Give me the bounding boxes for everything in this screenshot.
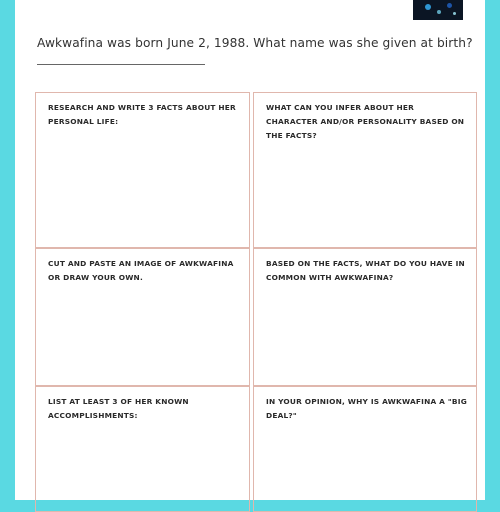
in-common-prompt: BASED ON THE FACTS, WHAT DO YOU HAVE IN COMMON WITH AWKWAFINA?: [266, 259, 465, 282]
answer-line[interactable]: [37, 64, 205, 65]
big-deal-prompt: IN YOUR OPINION, WHY IS AWKWAFINA A "BIG DEAL?": [266, 397, 467, 420]
in-common-box[interactable]: [253, 248, 477, 386]
worksheet-page: [15, 0, 485, 500]
image-box[interactable]: [35, 248, 250, 386]
worksheet-grid: [35, 92, 477, 512]
accomplishments-box[interactable]: [35, 386, 250, 512]
accomplishments-prompt: LIST AT LEAST 3 OF HER KNOWN ACCOMPLISHMENTS:: [48, 397, 189, 420]
infer-character-box[interactable]: [253, 92, 477, 248]
personal-facts-prompt: RESEARCH AND WRITE 3 FACTS ABOUT HER PERSONAL LIFE:: [48, 103, 236, 126]
image-prompt: CUT AND PASTE AN IMAGE OF AWKWAFINA OR DRAW YOUR OWN.: [48, 259, 234, 282]
infer-character-prompt: WHAT CAN YOU INFER ABOUT HER CHARACTER AND/OR PERSONALITY BASED ON THE FACTS?: [266, 103, 465, 140]
big-deal-box[interactable]: [253, 386, 477, 512]
personal-facts-box[interactable]: [35, 92, 250, 248]
birth-name-question: Awkwafina was born June 2, 1988. What name was she given at birth?: [37, 36, 473, 50]
awkwafina-image-thumbnail: [413, 0, 463, 20]
